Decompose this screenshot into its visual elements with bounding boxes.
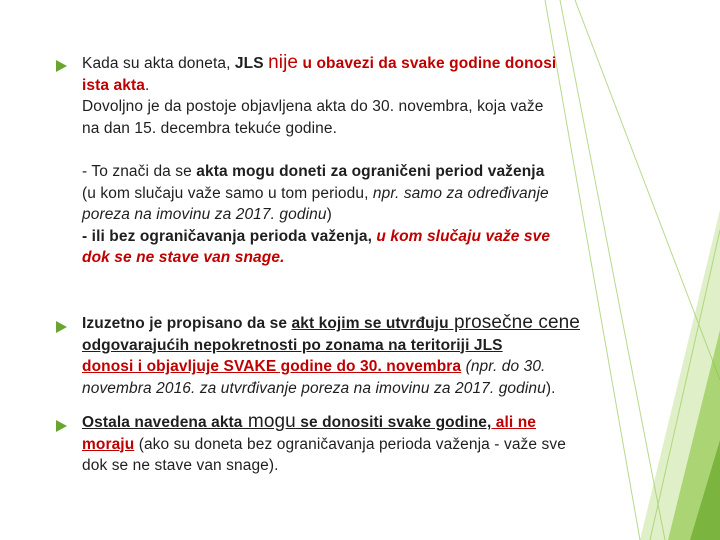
text-segment: dok se ne stave van snage). — [82, 457, 279, 474]
average-prices-text: prosečne cene — [448, 312, 580, 333]
bullet-2-line-4 — [82, 378, 657, 400]
sub-line-1 — [82, 161, 657, 183]
bullet-2-line-3 — [82, 356, 657, 378]
sub-paragraph — [82, 161, 657, 269]
bullet-3-line-1 — [82, 411, 657, 434]
text-segment: - To znači da se — [82, 163, 197, 180]
triangle-bullet-icon — [56, 60, 67, 72]
sub-line-4 — [82, 226, 657, 248]
mogu-text: mogu — [242, 411, 296, 432]
every-year-text: se donositi svake godine, — [295, 414, 492, 431]
nije-emphasis: nije — [268, 52, 299, 73]
text-segment: Kada su akta doneta, — [82, 55, 235, 72]
bullet-3-text — [82, 411, 657, 477]
example-text: novembra 2016. za utvrđivanje poreza na imovinu za 2017. godinu — [82, 379, 546, 397]
sub-line-3 — [82, 204, 657, 226]
triangle-bullet-icon — [56, 420, 67, 432]
unlimited-period-text: - ili bez ograničavanja perioda važenja, — [82, 227, 377, 245]
ista-akta-text: ista akta — [82, 76, 145, 94]
example-text: npr. samo za određivanje — [372, 184, 549, 202]
but-not-text: ali ne — [491, 414, 537, 431]
other-acts-text: Ostala navedena akta — [82, 414, 243, 431]
bullet-2-line-2 — [82, 335, 657, 357]
bullet-3-line-3 — [82, 455, 657, 477]
text-segment: ). — [545, 379, 556, 397]
zones-underlined-text: odgovarajućih nepokretnosti po zonama na teritoriji JLS — [82, 336, 503, 354]
valid-until-text: dok se ne stave van snage. — [82, 249, 285, 266]
text-segment: Dovoljno je da postoje objavljena akta do 30. novembra, koja važe — [82, 98, 544, 115]
bullet-1-line-3 — [82, 96, 657, 118]
text-segment: (u kom slučaju važe samo u tom periodu, — [82, 184, 373, 202]
text-segment: na dan 15. decembra tekuće godine. — [82, 119, 338, 137]
text-segment: (ako su doneta bez ograničavanja perioda važenja - važe sve — [134, 435, 566, 453]
sub-line-5 — [82, 247, 657, 269]
text-segment: Izuzetno je propisano da se — [82, 315, 292, 332]
bullet-1-line-1 — [82, 52, 657, 75]
sub-line-2 — [82, 183, 657, 205]
yearly-deadline-text: donosi i objavljuje SVAKE godine do 30. novembra — [82, 358, 462, 375]
text-segment: . — [144, 76, 150, 94]
limited-period-text: akta mogu doneti za ograničeni period važenja — [196, 163, 545, 180]
bullet-3-line-2 — [82, 434, 657, 456]
bullet-2-line-1 — [82, 312, 657, 335]
moraju-text: moraju — [82, 435, 135, 453]
example-text: poreza na imovinu za 2017. godinu — [82, 206, 327, 223]
example-text: (npr. do 30. — [461, 358, 546, 375]
act-underlined-text: akt kojim se utvrđuju — [291, 315, 449, 332]
text-segment: ) — [326, 206, 332, 223]
obligation-text: u obavezi da svake godine donosi — [302, 55, 557, 72]
valid-until-text: u kom slučaju važe sve — [376, 227, 551, 245]
triangle-bullet-icon — [56, 321, 67, 333]
bullet-2-text — [82, 312, 657, 399]
jls-label: JLS — [234, 55, 264, 72]
bullet-1-line-4 — [82, 118, 657, 140]
bullet-1-line-2 — [82, 75, 657, 97]
bullet-1-text — [82, 52, 657, 139]
